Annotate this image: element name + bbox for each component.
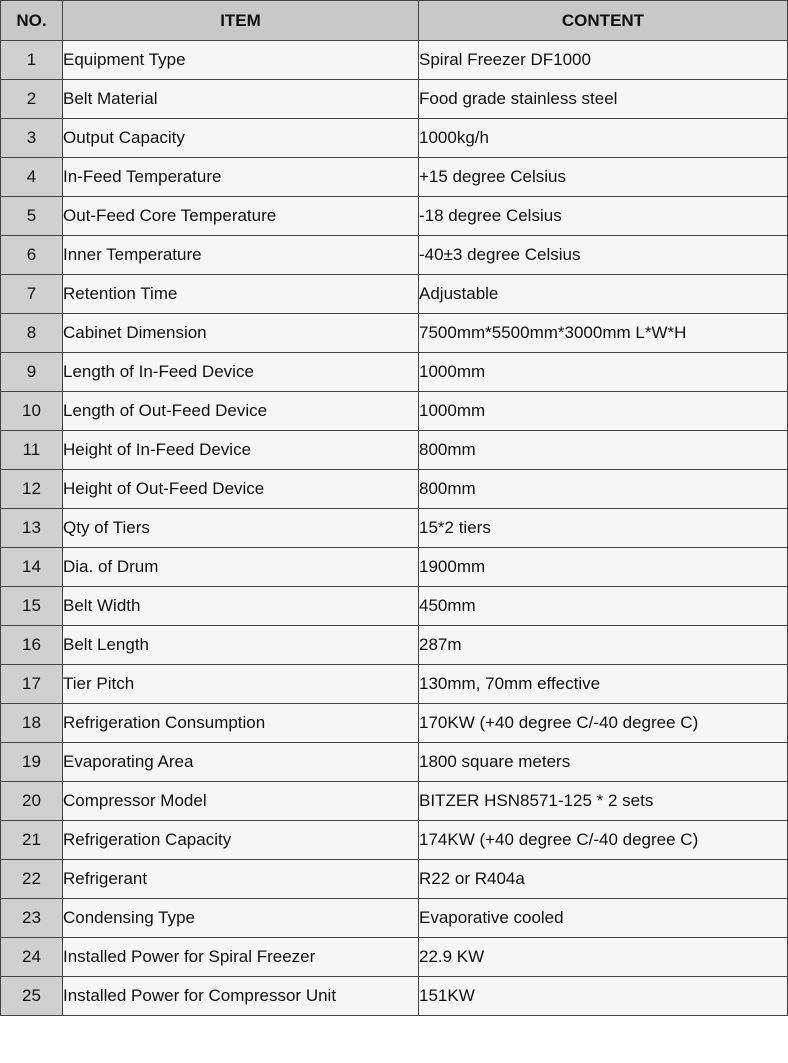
- row-content: Food grade stainless steel: [419, 80, 788, 119]
- row-item: Inner Temperature: [63, 236, 419, 275]
- table-row: [1, 938, 788, 977]
- row-number: 7: [1, 275, 63, 314]
- row-content: 1900mm: [419, 548, 788, 587]
- row-number: 19: [1, 743, 63, 782]
- header-content: CONTENT: [419, 1, 788, 41]
- row-item: Length of In-Feed Device: [63, 353, 419, 392]
- row-number: 21: [1, 821, 63, 860]
- table-row: [1, 587, 788, 626]
- header-no: NO.: [1, 1, 63, 41]
- row-content: 1000kg/h: [419, 119, 788, 158]
- table-row: [1, 80, 788, 119]
- row-number: 3: [1, 119, 63, 158]
- row-item: Refrigeration Capacity: [63, 821, 419, 860]
- table-row: [1, 431, 788, 470]
- row-number: 17: [1, 665, 63, 704]
- row-number: 1: [1, 41, 63, 80]
- row-item: Dia. of Drum: [63, 548, 419, 587]
- row-content: 130mm, 70mm effective: [419, 665, 788, 704]
- row-number: 5: [1, 197, 63, 236]
- row-content: BITZER HSN8571-125 * 2 sets: [419, 782, 788, 821]
- row-item: Compressor Model: [63, 782, 419, 821]
- row-content: Evaporative cooled: [419, 899, 788, 938]
- row-number: 20: [1, 782, 63, 821]
- table-row: [1, 899, 788, 938]
- row-content: 7500mm*5500mm*3000mm L*W*H: [419, 314, 788, 353]
- row-number: 2: [1, 80, 63, 119]
- table-row: [1, 704, 788, 743]
- row-item: Belt Length: [63, 626, 419, 665]
- row-item: Evaporating Area: [63, 743, 419, 782]
- row-content: -40±3 degree Celsius: [419, 236, 788, 275]
- row-content: 1800 square meters: [419, 743, 788, 782]
- row-item: Out-Feed Core Temperature: [63, 197, 419, 236]
- row-number: 13: [1, 509, 63, 548]
- row-item: Retention Time: [63, 275, 419, 314]
- row-number: 4: [1, 158, 63, 197]
- row-number: 11: [1, 431, 63, 470]
- row-number: 14: [1, 548, 63, 587]
- row-item: Refrigeration Consumption: [63, 704, 419, 743]
- row-item: Installed Power for Compressor Unit: [63, 977, 419, 1016]
- table-row: [1, 743, 788, 782]
- row-item: Height of In-Feed Device: [63, 431, 419, 470]
- row-item: Refrigerant: [63, 860, 419, 899]
- row-content: R22 or R404a: [419, 860, 788, 899]
- row-content: +15 degree Celsius: [419, 158, 788, 197]
- row-number: 18: [1, 704, 63, 743]
- row-item: Tier Pitch: [63, 665, 419, 704]
- table-row: [1, 821, 788, 860]
- table-row: [1, 197, 788, 236]
- row-item: Cabinet Dimension: [63, 314, 419, 353]
- row-number: 8: [1, 314, 63, 353]
- row-item: Belt Material: [63, 80, 419, 119]
- table-row: [1, 626, 788, 665]
- row-content: 151KW: [419, 977, 788, 1016]
- row-content: 22.9 KW: [419, 938, 788, 977]
- header-item: ITEM: [63, 1, 419, 41]
- row-content: 800mm: [419, 470, 788, 509]
- row-content: 15*2 tiers: [419, 509, 788, 548]
- row-number: 12: [1, 470, 63, 509]
- table-body: [1, 41, 788, 1016]
- row-number: 23: [1, 899, 63, 938]
- table-row: [1, 353, 788, 392]
- header-row: [1, 1, 788, 41]
- row-number: 6: [1, 236, 63, 275]
- row-number: 16: [1, 626, 63, 665]
- table-row: [1, 977, 788, 1016]
- table-row: [1, 782, 788, 821]
- row-item: Belt Width: [63, 587, 419, 626]
- table-row: [1, 41, 788, 80]
- table-row: [1, 548, 788, 587]
- row-content: Adjustable: [419, 275, 788, 314]
- row-content: 174KW (+40 degree C/-40 degree C): [419, 821, 788, 860]
- row-item: Output Capacity: [63, 119, 419, 158]
- row-item: In-Feed Temperature: [63, 158, 419, 197]
- row-number: 15: [1, 587, 63, 626]
- table-row: [1, 392, 788, 431]
- row-item: Height of Out-Feed Device: [63, 470, 419, 509]
- table-row: [1, 470, 788, 509]
- row-content: -18 degree Celsius: [419, 197, 788, 236]
- row-number: 24: [1, 938, 63, 977]
- row-content: 170KW (+40 degree C/-40 degree C): [419, 704, 788, 743]
- row-number: 22: [1, 860, 63, 899]
- table-row: [1, 158, 788, 197]
- row-item: Length of Out-Feed Device: [63, 392, 419, 431]
- table-row: [1, 860, 788, 899]
- row-content: 450mm: [419, 587, 788, 626]
- table-row: [1, 665, 788, 704]
- table-row: [1, 236, 788, 275]
- row-number: 10: [1, 392, 63, 431]
- row-content: 800mm: [419, 431, 788, 470]
- row-number: 25: [1, 977, 63, 1016]
- table-row: [1, 275, 788, 314]
- row-number: 9: [1, 353, 63, 392]
- row-item: Condensing Type: [63, 899, 419, 938]
- row-content: 1000mm: [419, 353, 788, 392]
- table-row: [1, 119, 788, 158]
- row-content: 1000mm: [419, 392, 788, 431]
- row-item: Qty of Tiers: [63, 509, 419, 548]
- table-row: [1, 509, 788, 548]
- row-item: Equipment Type: [63, 41, 419, 80]
- row-item: Installed Power for Spiral Freezer: [63, 938, 419, 977]
- row-content: Spiral Freezer DF1000: [419, 41, 788, 80]
- row-content: 287m: [419, 626, 788, 665]
- table-row: [1, 314, 788, 353]
